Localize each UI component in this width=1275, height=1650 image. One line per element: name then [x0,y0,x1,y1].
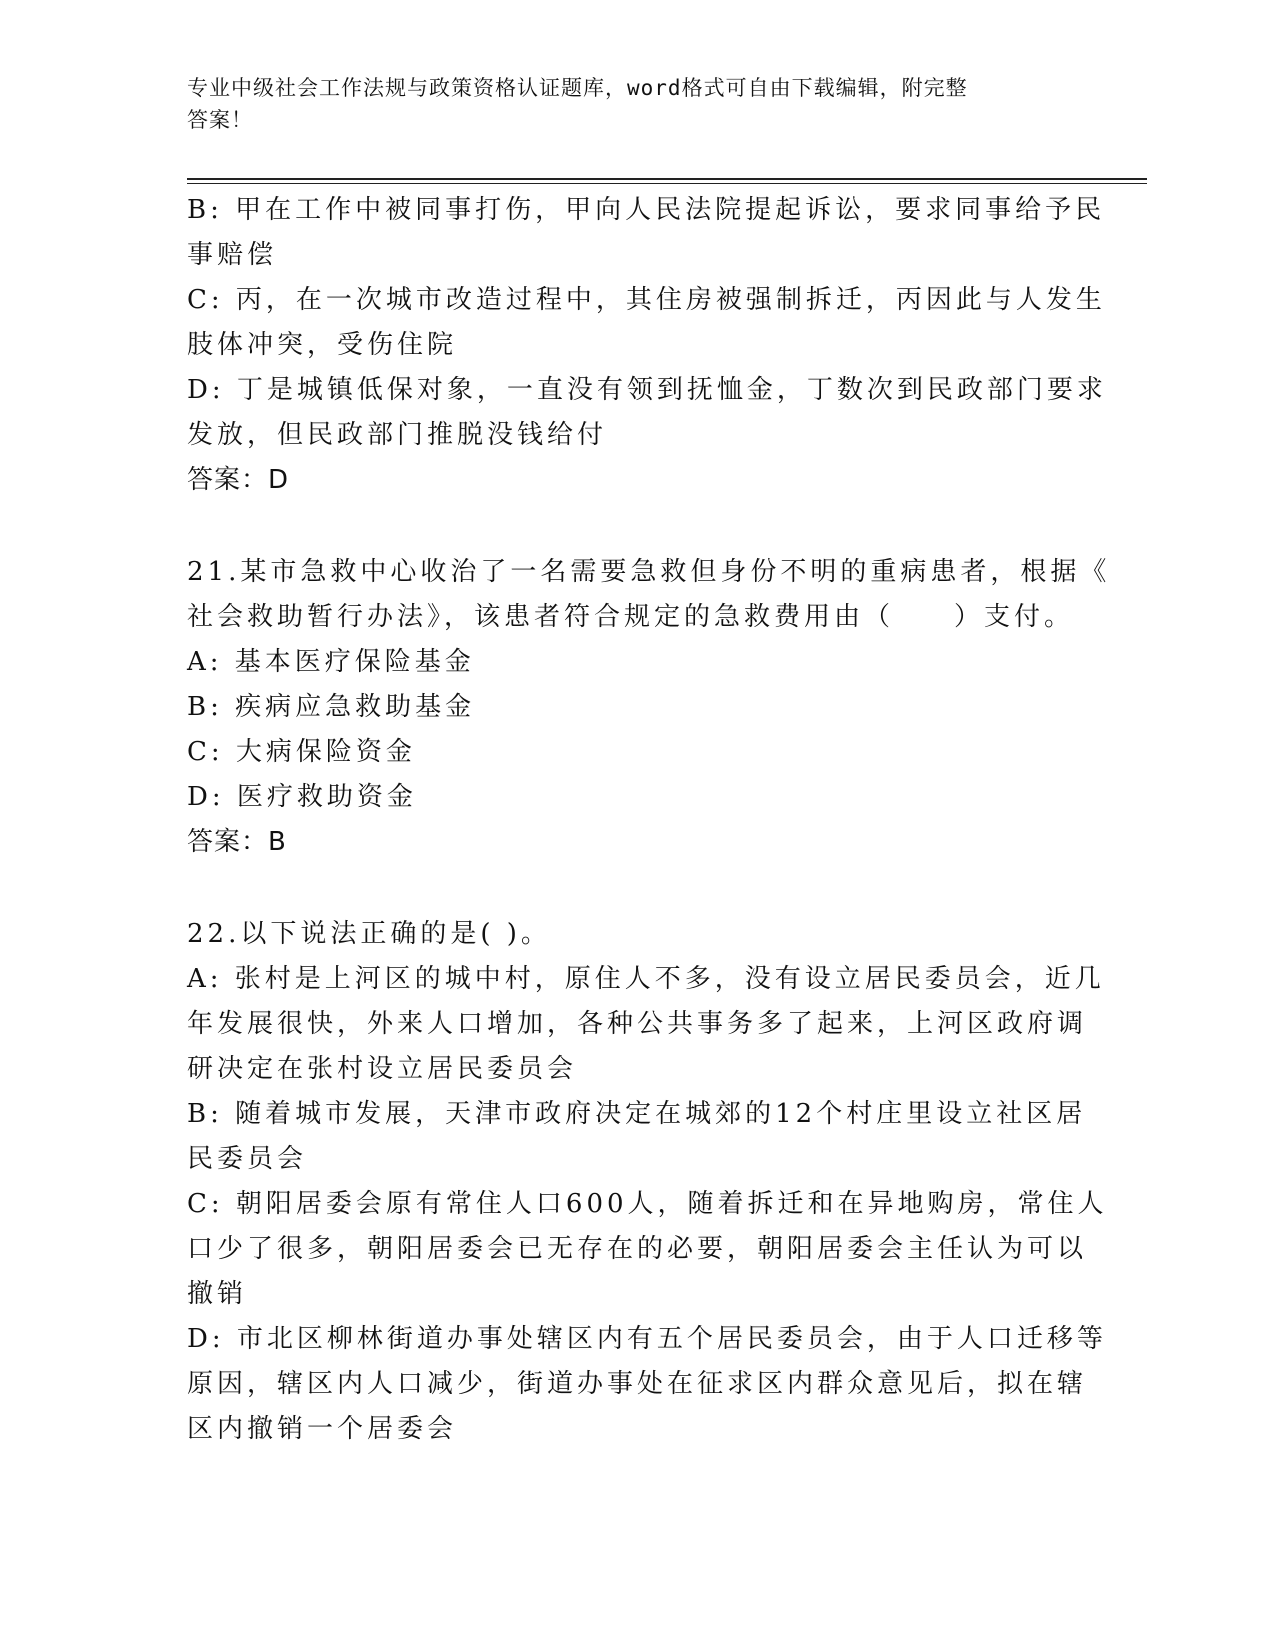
question-stem: 22.以下说法正确的是( )。 [187,919,551,949]
document-body [187,188,1111,1452]
option-c-cont: 口少了很多，朝阳居委会已无存在的必要，朝阳居委会主任认为可以 [187,1234,1088,1264]
question-20-tail [187,188,1107,503]
header-line: 答案！ [187,108,253,132]
option-d-cont: 原因，辖区内人口减少，街道办事处在征求区内群众意见后，拟在辖 [187,1369,1088,1399]
answer: 答案：B [187,827,287,857]
option-d-cont: 发放，但民政部门推脱没钱给付 [187,420,608,450]
question-21 [187,550,1111,865]
spacer [187,865,1067,912]
option-c: C: 大病保险资金 [187,737,416,767]
option-a-cont: 研决定在张村设立居民委员会 [187,1054,578,1084]
option-c-cont: 肢体冲突，受伤住院 [187,330,458,360]
option-b: B: 甲在工作中被同事打伤，甲向人民法院提起诉讼，要求同事给予民 [187,195,1106,225]
option-d: D: 丁是城镇低保对象，一直没有领到抚恤金，丁数次到民政部门要求 [187,375,1107,405]
option-c: C: 丙，在一次城市改造过程中，其住房被强制拆迁，丙因此与人发生 [187,285,1106,315]
option-b-cont: 事赔偿 [187,240,278,270]
document-header [187,72,1067,136]
option-d: D: 医疗救助资金 [187,782,417,812]
option-c: C: 朝阳居委会原有常住人口600人，随着拆迁和在异地购房，常住人 [187,1189,1108,1219]
option-b-cont: 民委员会 [187,1144,308,1174]
header-divider [187,178,1147,180]
option-a: A: 基本医疗保险基金 [187,647,475,677]
question-stem: 21.某市急救中心收治了一名需要急救但身份不明的重病患者，根据《 [187,557,1111,587]
option-d-cont: 区内撤销一个居委会 [187,1414,458,1444]
header-line: 专业中级社会工作法规与政策资格认证题库，word格式可自由下载编辑，附完整 [187,76,968,100]
option-c-cont: 撤销 [187,1279,248,1309]
option-a: A: 张村是上河区的城中村，原住人不多，没有设立居民委员会，近几 [187,964,1105,994]
answer: 答案：D [187,465,290,495]
option-d: D: 市北区柳林街道办事处辖区内有五个居民委员会，由于人口迁移等 [187,1324,1107,1354]
option-b: B: 随着城市发展，天津市政府决定在城郊的12个村庄里设立社区居 [187,1099,1087,1129]
question-22 [187,912,1108,1452]
option-a-cont: 年发展很快，外来人口增加，各种公共事务多了起来，上河区政府调 [187,1009,1088,1039]
question-stem-cont: 社会救助暂行办法》，该患者符合规定的急救费用由（ ）支付。 [187,602,1075,632]
option-b: B: 疾病应急救助基金 [187,692,476,722]
spacer [187,503,1067,550]
header-divider-thin [187,183,1147,184]
